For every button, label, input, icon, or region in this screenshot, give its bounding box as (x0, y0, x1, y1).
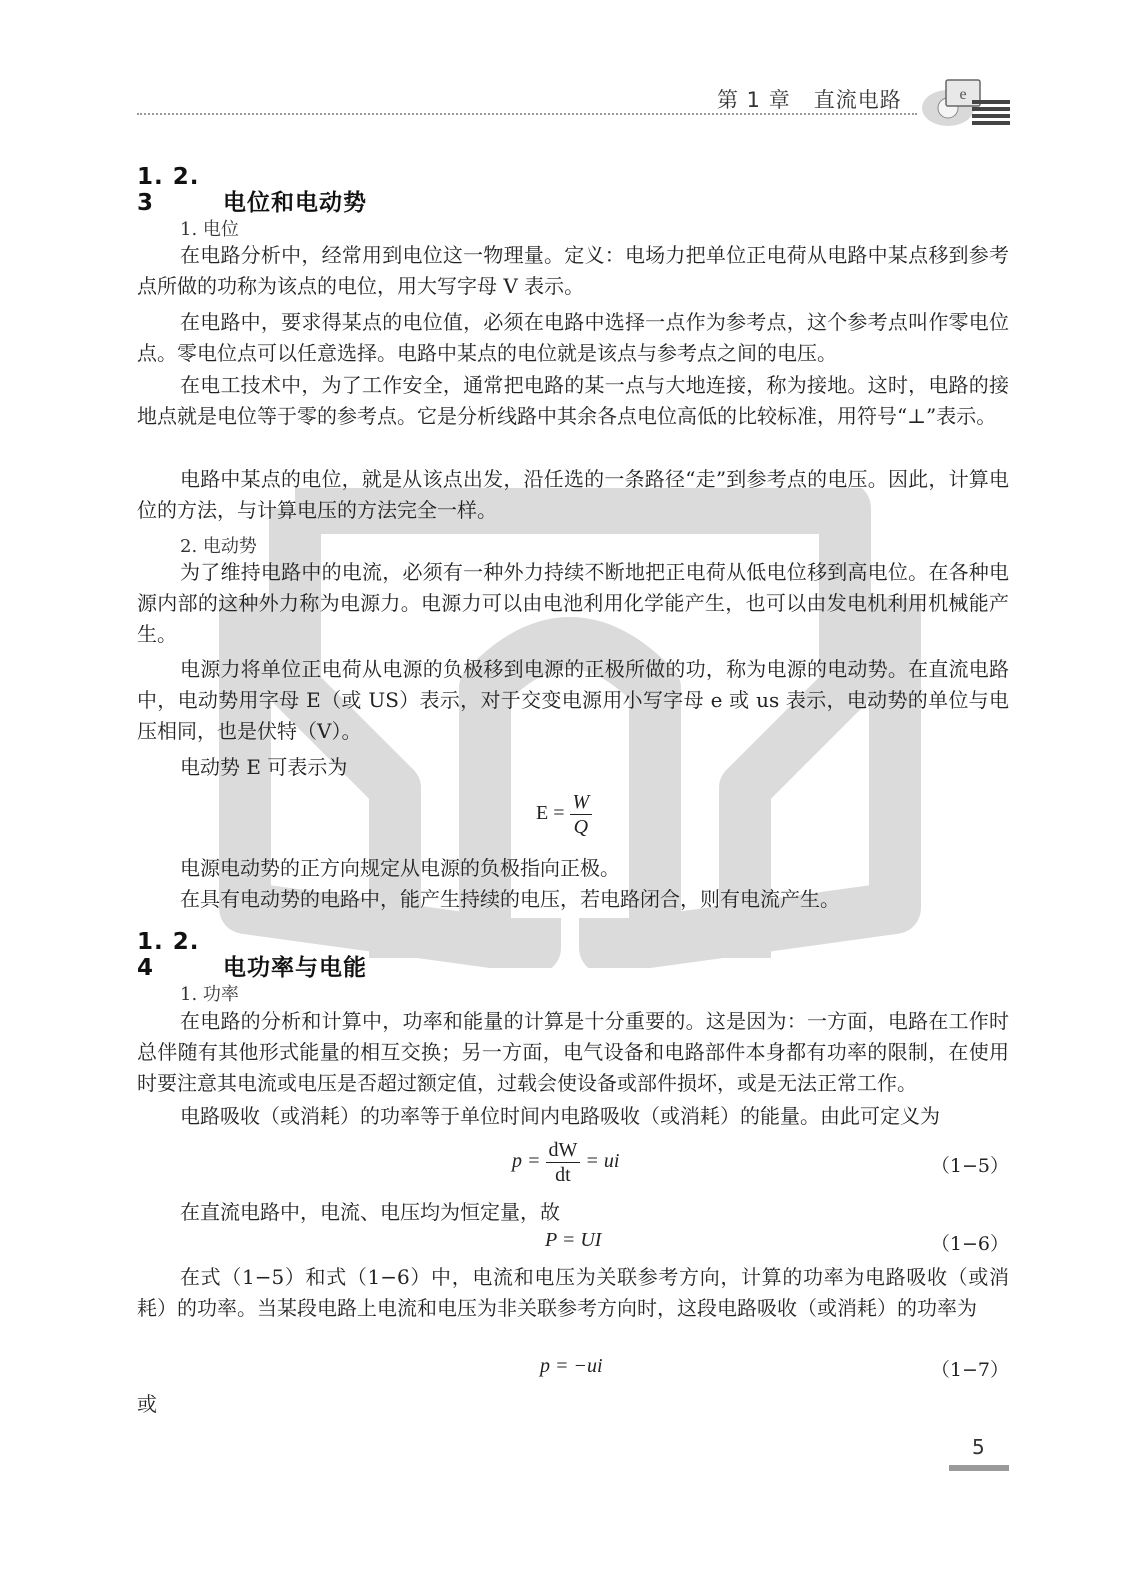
paragraph: 在电路中，要求得某点的电位值，必须在电路中选择一点作为参考点，这个参考点叫作零电位点。零电位点可以任意选择。电路中某点的电位就是该点与参考点之间的电压。 (137, 310, 1009, 365)
equation-number: （1−7） (930, 1359, 1009, 1381)
section-heading-1-2-3 (137, 164, 367, 217)
formula-expr: P = UI (545, 1229, 602, 1251)
chapter-title: 直流电路 (813, 88, 902, 112)
section-heading-1-2-4 (137, 929, 367, 982)
paragraph: 在电工技术中，为了工作安全，通常把电路的某一点与大地连接，称为接地。这时，电路的接地点就是电位等于零的参考点。它是分析线路中其余各点电位高低的比较标准，用符号“⊥”表示。 (137, 373, 1009, 428)
section-number: 1. 2. 4 (137, 929, 200, 981)
formula-1-5 (512, 1138, 619, 1187)
paragraph: 在具有电动势的电路中，能产生持续的电压，若电路闭合，则有电流产生。 (180, 887, 840, 911)
formula-emf (536, 790, 592, 839)
paragraph: 为了维持电路中的电流，必须有一种外力持续不断地把正电荷从低电位移到高电位。在各种电源内部的这种外力称为电源力。电源力可以由电池利用化学能产生，也可以由发电机利用机械能产生。 (137, 560, 1009, 646)
formula-lhs: p = (512, 1150, 541, 1173)
paragraph: 在直流电路中，电流、电压均为恒定量，故 (180, 1200, 560, 1224)
paragraph: 在电路的分析和计算中，功率和能量的计算是十分重要的。这是因为：一方面，电路在工作时总伴随有其他形式能量的相互交换；另一方面，电气设备和电路部件本身都有功率的限制，在使用时要注意其电流或电压是否超过额定值，过载会使设备或部件损坏，或是无法正常工作。 (137, 1009, 1009, 1095)
paragraph: 电源力将单位正电荷从电源的负极移到电源的正极所做的功，称为电源的电动势。在直流电路中，电动势用字母 E（或 US）表示，对于交变电源用小写字母 e 或 us 表示，电动势的单位与电压相同，也是伏特（V）。 (137, 657, 1009, 743)
subheading-potential: 1. 电位 (180, 219, 239, 240)
formula-1-6 (545, 1229, 601, 1252)
paragraph: 电路吸收（或消耗）的功率等于单位时间内电路吸收（或消耗）的能量。由此可定义为 (180, 1104, 940, 1128)
formula-1-7 (540, 1355, 603, 1378)
formula-denominator: Q (573, 816, 589, 838)
paragraph: 电源电动势的正方向规定从电源的负极指向正极。 (180, 856, 620, 880)
page-number: 5 (972, 1435, 985, 1459)
svg-text:e: e (959, 86, 967, 103)
equation-number: （1−5） (930, 1155, 1009, 1177)
formula-lhs: E = (536, 802, 565, 825)
equation-number: （1−6） (930, 1233, 1009, 1255)
section-title: 电位和电动势 (223, 190, 367, 216)
formula-expr: p = −ui (540, 1355, 603, 1377)
running-header (717, 84, 902, 114)
subheading-emf: 2. 电动势 (180, 536, 257, 557)
paragraph: 在式（1−5）和式（1−6）中，电流和电压为关联参考方向，计算的功率为电路吸收（或消耗）的功率。当某段电路上电流和电压为非关联参考方向时，这段电路吸收（或消耗）的功率为 (137, 1265, 1009, 1320)
paragraph: 电动势 E 可表示为 (180, 755, 348, 779)
section-number: 1. 2. 3 (137, 164, 200, 216)
paragraph: 或 (137, 1392, 157, 1416)
header-rule (137, 113, 917, 115)
formula-denominator: dt (555, 1164, 571, 1186)
formula-rhs: = ui (585, 1150, 620, 1173)
section-title: 电功率与电能 (223, 955, 367, 981)
laptop-icon (918, 74, 1010, 130)
page-number-bar (949, 1465, 1009, 1471)
paragraph: 电路中某点的电位，就是从该点出发，沿任选的一条路径“走”到参考点的电压。因此，计算电位的方法，与计算电压的方法完全一样。 (137, 467, 1009, 522)
paragraph: 在电路分析中，经常用到电位这一物理量。定义：电场力把单位正电荷从电路中某点移到参考点所做的功称为该点的电位，用大写字母 V 表示。 (137, 243, 1009, 298)
formula-numerator: W (572, 791, 590, 813)
formula-numerator: dW (546, 1138, 581, 1163)
subheading-power: 1. 功率 (180, 984, 239, 1005)
chapter-number: 第 1 章 (717, 88, 791, 112)
